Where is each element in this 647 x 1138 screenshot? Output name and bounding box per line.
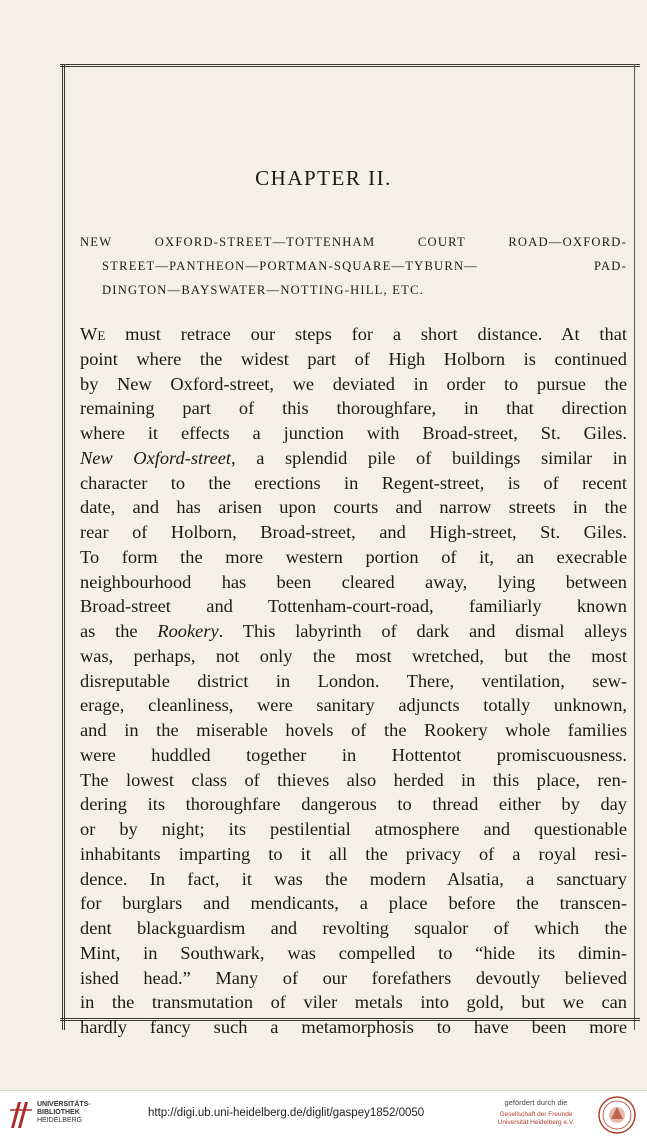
sponsor-org: Universität Heidelberg e.V. xyxy=(497,1119,575,1126)
text-line: or by night; its pestilential atmosphere and questionable xyxy=(80,819,627,839)
text-line: dent blackguardism and revolting squalor of which the xyxy=(80,918,627,938)
summary-line: DINGTON—BAYSWATER—NOTTING-HILL, ETC. xyxy=(102,283,424,297)
viewer-footer xyxy=(0,1090,647,1138)
opening-word: We xyxy=(80,324,106,344)
text-line: hardly fancy such a metamorphosis to have been more xyxy=(80,1017,627,1037)
page-frame-left xyxy=(62,64,65,1030)
text-line: where it effects a junction with Broad-street, St. Giles. xyxy=(80,423,627,443)
text-line: in the transmutation of viler metals into gold, but we can xyxy=(80,992,627,1013)
text-line: ished head.” Many of our forefathers devoutly believed xyxy=(80,967,627,988)
text-line: rear of Holborn, Broad-street, and High-street, St. Giles. xyxy=(80,522,627,542)
text-line: erage, cleanliness, were sanitary adjuncts totally unknown, xyxy=(80,695,627,716)
body-text xyxy=(80,322,627,1040)
sponsor-label: gefördert durch die xyxy=(504,1098,568,1107)
summary-line: STREET—PANTHEON—PORTMAN-SQUARE—TYBURN— PAD- xyxy=(102,259,627,273)
sponsor-block xyxy=(477,1098,595,1127)
text-line: dence. In fact, it was the modern Alsatia, a sanctuary xyxy=(80,868,627,889)
text-line: We must retrace our steps for a short distance. At that xyxy=(80,324,627,344)
text-line: disreputable district in London. There, ventilation, sew- xyxy=(80,670,627,691)
library-logo-text: UNIVERSITÄTS- BIBLIOTHEK HEIDELBERG xyxy=(37,1101,91,1124)
chapter-summary xyxy=(80,230,627,302)
page-frame-right xyxy=(634,64,635,1030)
italic-term: Rookery xyxy=(157,621,219,641)
text-line: Broad-street and Tottenham-court-road, familiarly known xyxy=(80,596,627,617)
text-line: and in the miserable hovels of the Rookery whole families xyxy=(80,720,627,740)
text-line: character to the erections in Regent-street, is of recent xyxy=(80,472,627,493)
text-line: were huddled together in Hottentot promiscuousness. xyxy=(80,744,627,765)
chapter-title: CHAPTER II. xyxy=(255,166,392,190)
text-line: point where the widest part of High Holborn is continued xyxy=(80,348,627,369)
text-line: date, and has arisen upon courts and narrow streets in the xyxy=(80,497,627,518)
text-line: remaining part of this thoroughfare, in that direction xyxy=(80,398,627,419)
library-logo-icon xyxy=(8,1098,34,1130)
text-line: dering its thoroughfare dangerous to thread either by day xyxy=(80,794,627,815)
text-line: neighbourhood has been cleared away, lying between xyxy=(80,571,627,592)
summary-line: NEW OXFORD-STREET—TOTTENHAM COURT ROAD—OXFORD- xyxy=(80,235,627,249)
bleed-through-text: ⠀ xyxy=(300,90,311,108)
text-line: was, perhaps, not only the most wretched, but the most xyxy=(80,645,627,666)
text-line: The lowest class of thieves also herded in this place, ren- xyxy=(80,769,627,790)
text-line: To form the more western portion of it, an execrable xyxy=(80,546,627,567)
university-seal-icon xyxy=(597,1095,637,1135)
sponsor-org: Gesellschaft der Freunde xyxy=(499,1111,573,1118)
permalink-url[interactable]: http://digi.ub.uni-heidelberg.de/diglit/gaspey1852/0050 xyxy=(148,1107,425,1119)
text-line: Mint, in Southwark, was compelled to “hide its dimin- xyxy=(80,942,627,963)
text-line: for burglars and mendicants, a place before the transcen- xyxy=(80,893,627,914)
text-line: New Oxford-street, a splendid pile of buildings similar in xyxy=(80,447,627,468)
text-line: inhabitants imparting to it all the privacy of a royal resi- xyxy=(80,843,627,864)
text-line: as the Rookery. This labyrinth of dark and dismal alleys xyxy=(80,621,628,641)
page-frame-top xyxy=(60,64,640,67)
text-line: by New Oxford-street, we deviated in order to pursue the xyxy=(80,373,627,394)
italic-term: New Oxford-street xyxy=(80,447,232,468)
